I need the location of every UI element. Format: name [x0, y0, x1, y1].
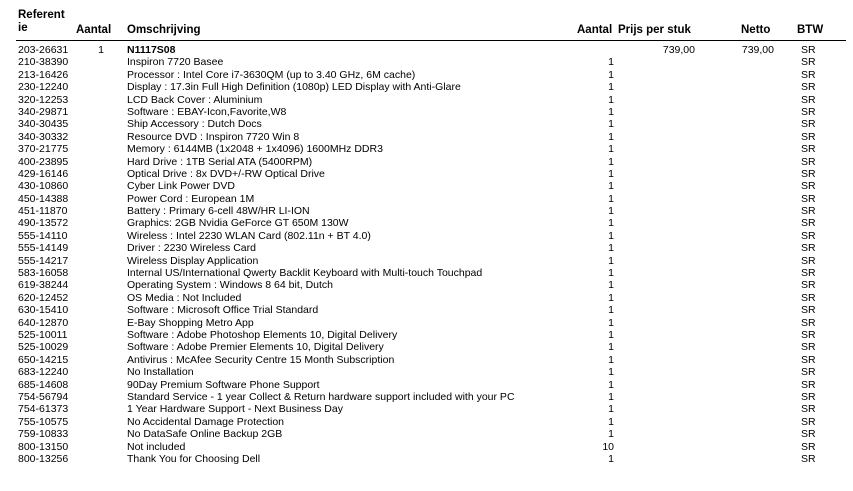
reference-cell: 213-16426 — [18, 68, 69, 81]
reference-cell: 754-56794 — [18, 390, 69, 403]
description-cell: LCD Back Cover : Aluminium — [127, 93, 263, 106]
quantity-right-cell: 1 — [608, 105, 614, 118]
description-cell: Software : EBAY-Icon,Favorite,W8 — [127, 105, 287, 118]
description-cell: Memory : 6144MB (1x2048 + 1x4096) 1600MHz DDR3 — [127, 143, 383, 156]
vat-code-cell: SR — [801, 415, 816, 428]
reference-cell: 210-38390 — [18, 56, 69, 69]
reference-cell: 800-13150 — [18, 440, 69, 453]
table-row — [0, 428, 853, 440]
quantity-right-cell: 1 — [608, 167, 614, 180]
table-row — [0, 143, 853, 155]
table-row — [0, 193, 853, 205]
description-cell: N1117S08 — [127, 44, 176, 56]
table-row — [0, 267, 853, 279]
header-omschrijving: Omschrijving — [127, 24, 201, 36]
table-row — [0, 304, 853, 316]
vat-code-cell: SR — [801, 403, 816, 416]
table-row — [0, 69, 853, 81]
quantity-right-cell: 1 — [608, 304, 614, 317]
description-cell: OS Media : Not Included — [127, 291, 242, 304]
vat-code-cell: SR — [801, 105, 816, 118]
table-row — [0, 180, 853, 192]
quantity-right-cell: 1 — [608, 56, 614, 69]
vat-code-cell: SR — [801, 366, 816, 379]
reference-cell: 340-30332 — [18, 130, 69, 143]
reference-cell: 620-12452 — [18, 291, 69, 304]
reference-cell: 619-38244 — [18, 279, 69, 292]
description-cell: Software : Microsoft Office Trial Standard — [127, 304, 319, 317]
invoice-lines — [0, 44, 853, 465]
vat-code-cell: SR — [801, 192, 816, 205]
unit-price-cell: 739,00 — [662, 44, 695, 56]
vat-code-cell: SR — [801, 180, 816, 193]
reference-cell: 370-21775 — [18, 143, 69, 156]
vat-code-cell: SR — [801, 155, 816, 168]
quantity-right-cell: 1 — [608, 205, 614, 218]
table-row — [0, 118, 853, 130]
table-row — [0, 44, 853, 56]
reference-cell: 755-10575 — [18, 415, 69, 428]
header-divider — [16, 40, 846, 41]
table-row — [0, 416, 853, 428]
quantity-right-cell: 1 — [608, 390, 614, 403]
table-row — [0, 391, 853, 403]
quantity-right-cell: 1 — [608, 415, 614, 428]
quantity-right-cell: 1 — [608, 130, 614, 143]
quantity-right-cell: 1 — [608, 403, 614, 416]
table-row — [0, 403, 853, 415]
reference-cell: 683-12240 — [18, 366, 69, 379]
vat-code-cell: SR — [801, 68, 816, 81]
table-row — [0, 279, 853, 291]
table-row — [0, 441, 853, 453]
vat-code-cell: SR — [801, 378, 816, 391]
description-cell: Processor : Intel Core i7-3630QM (up to 3.40 GHz, 6M cache) — [127, 68, 416, 81]
reference-cell: 320-12253 — [18, 93, 69, 106]
reference-cell: 340-30435 — [18, 118, 69, 131]
table-row — [0, 56, 853, 68]
vat-code-cell: SR — [801, 304, 816, 317]
description-cell: Wireless Display Application — [127, 254, 259, 267]
table-row — [0, 168, 853, 180]
vat-code-cell: SR — [801, 205, 816, 218]
description-cell: Standard Service - 1 year Collect & Return hardware support included with your PC — [127, 390, 515, 403]
quantity-right-cell: 1 — [608, 328, 614, 341]
description-cell: Software : Adobe Photoshop Elements 10, Digital Delivery — [127, 328, 398, 341]
description-cell: No Accidental Damage Protection — [127, 415, 285, 428]
table-row — [0, 242, 853, 254]
vat-code-cell: SR — [801, 440, 816, 453]
vat-code-cell: SR — [801, 254, 816, 267]
table-row — [0, 366, 853, 378]
description-cell: Wireless : Intel 2230 WLAN Card (802.11n + BT 4.0) — [127, 229, 371, 242]
quantity-right-cell: 1 — [608, 267, 614, 280]
description-cell: Battery : Primary 6-cell 48W/HR LI-ION — [127, 205, 310, 218]
vat-code-cell: SR — [801, 118, 816, 131]
vat-code-cell: SR — [801, 217, 816, 230]
reference-cell: 525-10029 — [18, 341, 69, 354]
header-btw: BTW — [797, 24, 824, 36]
reference-cell: 754-61373 — [18, 403, 69, 416]
table-row — [0, 453, 853, 465]
header-aantal-right: Aantal — [577, 24, 613, 36]
description-cell: Hard Drive : 1TB Serial ATA (5400RPM) — [127, 155, 313, 168]
description-cell: E-Bay Shopping Metro App — [127, 316, 254, 329]
description-cell: No DataSafe Online Backup 2GB — [127, 428, 283, 441]
table-row — [0, 255, 853, 267]
reference-cell: 203-26631 — [18, 44, 69, 56]
vat-code-cell: SR — [801, 316, 816, 329]
table-row — [0, 317, 853, 329]
vat-code-cell: SR — [801, 229, 816, 242]
reference-cell: 430-10860 — [18, 180, 69, 193]
quantity-right-cell: 1 — [608, 68, 614, 81]
quantity-right-cell: 1 — [608, 452, 614, 465]
vat-code-cell: SR — [801, 353, 816, 366]
quantity-right-cell: 1 — [608, 279, 614, 292]
quantity-right-cell: 1 — [608, 192, 614, 205]
vat-code-cell: SR — [801, 130, 816, 143]
description-cell: 1 Year Hardware Support - Next Business Day — [127, 403, 343, 416]
table-row — [0, 230, 853, 242]
vat-code-cell: SR — [801, 242, 816, 255]
table-row — [0, 94, 853, 106]
description-cell: Internal US/International Qwerty Backlit Keyboard with Multi-touch Touchpad — [127, 267, 483, 280]
quantity-right-cell: 1 — [608, 229, 614, 242]
quantity-right-cell: 1 — [608, 366, 614, 379]
header-netto: Netto — [741, 24, 771, 36]
vat-code-cell: SR — [801, 428, 816, 441]
vat-code-cell: SR — [801, 267, 816, 280]
quantity-right-cell: 1 — [608, 143, 614, 156]
reference-cell: 555-14110 — [18, 229, 68, 242]
quantity-right-cell: 1 — [608, 291, 614, 304]
quantity-right-cell: 1 — [608, 93, 614, 106]
description-cell: Power Cord : European 1M — [127, 192, 255, 205]
table-row — [0, 341, 853, 353]
reference-cell: 640-12870 — [18, 316, 69, 329]
description-cell: Thank You for Choosing Dell — [127, 452, 261, 465]
table-row — [0, 131, 853, 143]
table-row — [0, 379, 853, 391]
vat-code-cell: SR — [801, 328, 816, 341]
description-cell: No Installation — [127, 366, 194, 379]
net-cell: 739,00 — [741, 44, 774, 56]
description-cell: Cyber Link Power DVD — [127, 180, 235, 193]
reference-cell: 800-13256 — [18, 452, 69, 465]
reference-cell: 685-14608 — [18, 378, 69, 391]
vat-code-cell: SR — [801, 167, 816, 180]
table-row — [0, 156, 853, 168]
description-cell: Graphics: 2GB Nvidia GeForce GT 650M 130W — [127, 217, 349, 230]
quantity-right-cell: 1 — [608, 242, 614, 255]
quantity-cell: 1 — [98, 44, 104, 56]
vat-code-cell: SR — [801, 44, 816, 56]
quantity-right-cell: 1 — [608, 428, 614, 441]
description-cell: Not included — [127, 440, 186, 453]
description-cell: Antivirus : McAfee Security Centre 15 Month Subscription — [127, 353, 395, 366]
vat-code-cell: SR — [801, 452, 816, 465]
table-row — [0, 329, 853, 341]
reference-cell: 490-13572 — [18, 217, 69, 230]
reference-cell: 759-10833 — [18, 428, 69, 441]
description-cell: Display : 17.3in Full High Definition (1080p) LED Display with Anti-Glare — [127, 81, 461, 94]
reference-cell: 583-16058 — [18, 267, 69, 280]
quantity-right-cell: 1 — [608, 378, 614, 391]
table-row — [0, 81, 853, 93]
quantity-right-cell: 1 — [608, 118, 614, 131]
vat-code-cell: SR — [801, 291, 816, 304]
description-cell: Ship Accessory : Dutch Docs — [127, 118, 262, 131]
reference-cell: 230-12240 — [18, 81, 69, 94]
quantity-right-cell: 1 — [608, 217, 614, 230]
table-row — [0, 292, 853, 304]
header-referentie: Referentie — [18, 9, 65, 34]
reference-cell: 525-10011 — [18, 328, 68, 341]
vat-code-cell: SR — [801, 279, 816, 292]
header-aantal: Aantal — [76, 24, 112, 36]
vat-code-cell: SR — [801, 93, 816, 106]
reference-cell: 555-14217 — [18, 254, 69, 267]
reference-cell: 630-15410 — [18, 304, 69, 317]
description-cell: Operating System : Windows 8 64 bit, Dutch — [127, 279, 334, 292]
vat-code-cell: SR — [801, 81, 816, 94]
quantity-right-cell: 1 — [608, 180, 614, 193]
vat-code-cell: SR — [801, 56, 816, 69]
reference-cell: 451-11870 — [18, 205, 68, 218]
quantity-right-cell: 1 — [608, 341, 614, 354]
vat-code-cell: SR — [801, 341, 816, 354]
reference-cell: 650-14215 — [18, 353, 69, 366]
table-row — [0, 106, 853, 118]
reference-cell: 340-29871 — [18, 105, 69, 118]
description-cell: Inspiron 7720 Basee — [127, 56, 224, 69]
vat-code-cell: SR — [801, 390, 816, 403]
quantity-right-cell: 1 — [608, 81, 614, 94]
header-prijs-per-stuk: Prijs per stuk — [618, 24, 691, 36]
description-cell: Driver : 2230 Wireless Card — [127, 242, 256, 255]
table-row — [0, 354, 853, 366]
reference-cell: 400-23895 — [18, 155, 69, 168]
table-row — [0, 217, 853, 229]
quantity-right-cell: 1 — [608, 316, 614, 329]
reference-cell: 450-14388 — [18, 192, 69, 205]
quantity-right-cell: 1 — [608, 155, 614, 168]
quantity-right-cell: 1 — [608, 254, 614, 267]
vat-code-cell: SR — [801, 143, 816, 156]
reference-cell: 555-14149 — [18, 242, 69, 255]
description-cell: Resource DVD : Inspiron 7720 Win 8 — [127, 130, 300, 143]
description-cell: Optical Drive : 8x DVD+/-RW Optical Drive — [127, 167, 325, 180]
description-cell: Software : Adobe Premier Elements 10, Digital Delivery — [127, 341, 384, 354]
reference-cell: 429-16146 — [18, 167, 69, 180]
quantity-right-cell: 1 — [608, 353, 614, 366]
description-cell: 90Day Premium Software Phone Support — [127, 378, 320, 391]
table-row — [0, 205, 853, 217]
quantity-right-cell: 10 — [602, 440, 614, 453]
